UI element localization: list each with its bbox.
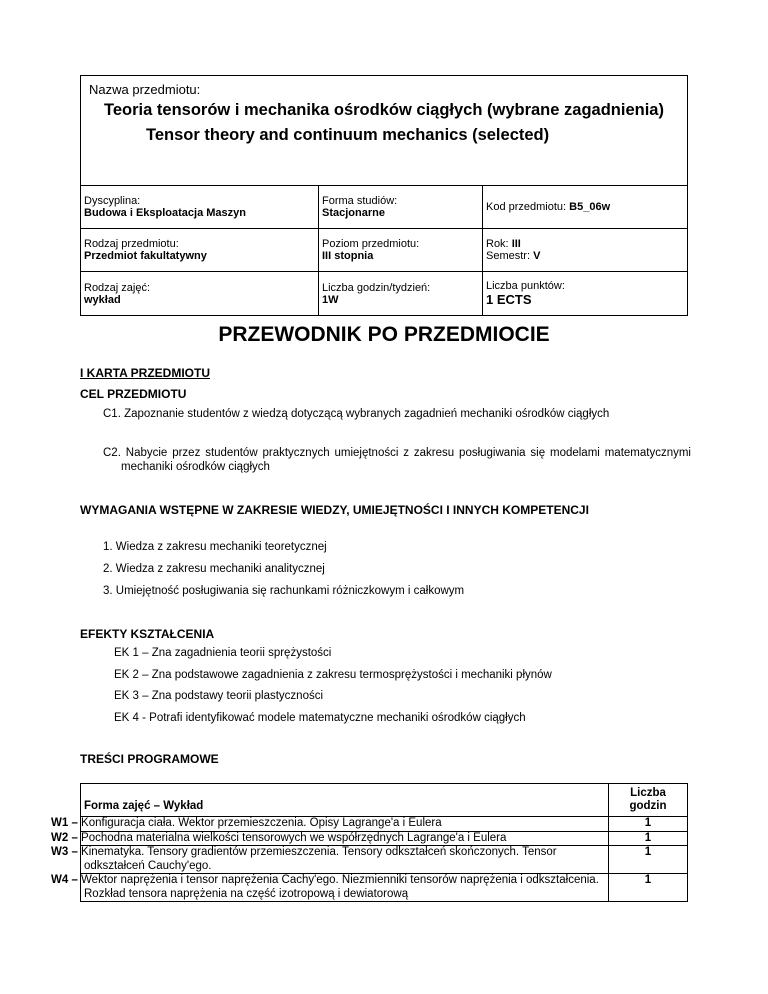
discipline-label: Dyscyplina: — [84, 195, 141, 207]
ects-cell — [483, 272, 688, 316]
row-text: Konfiguracja ciała. Wektor przemieszczenia. Opisy Lagrange'a i Eulera — [77, 817, 442, 829]
ects-value: 1 ECTS — [486, 292, 532, 307]
discipline-value: Budowa i Eksploatacja Maszyn — [84, 207, 246, 219]
ects-label: Liczba punktów: — [486, 280, 565, 292]
row-code: W2 – — [51, 831, 78, 844]
course-name-cell — [81, 76, 688, 186]
karta-heading: I KARTA PRZEDMIOTU — [80, 366, 210, 380]
efekty-item-1: EK 1 – Zna zagadnienia teorii sprężystości — [114, 647, 332, 659]
year-semester-cell — [483, 229, 688, 272]
wymagania-item-3: 3. Umiejętność posługiwania się rachunkami różniczkowym i całkowym — [103, 585, 465, 597]
class-type-value: wykład — [84, 293, 121, 306]
discipline-cell — [81, 186, 319, 229]
row-text: Wektor naprężenia i tensor naprężenia Cachy'ego. Niezmienniki tensorów naprężenia i odkształcenia. Rozkład tensora naprężenia na część izotropową i dewiatorową — [77, 874, 599, 900]
row-text: Pochodna materialna wielkości tensorowych we współrzędnych Lagrange'a i Eulera — [77, 831, 507, 844]
study-form-cell — [319, 186, 483, 229]
wymagania-item-2: 2. Wiedza z zakresu mechaniki analitycznej — [103, 563, 325, 575]
row-hours: 1 — [609, 817, 688, 832]
hours-per-week-cell — [319, 272, 483, 316]
course-code-label: Kod przedmiotu: — [486, 201, 570, 213]
hours-per-week-label: Liczba godzin/tydzień: — [322, 281, 431, 294]
course-type-cell — [81, 229, 319, 272]
hours-per-week-value: 1W — [322, 293, 339, 306]
course-code-cell — [483, 186, 688, 229]
efekty-item-3: EK 3 – Zna podstawy teorii plastyczności — [114, 690, 324, 702]
course-title-pl: Teoria tensorów i mechanika ośrodków ciągłych (wybrane zagadnienia) — [104, 101, 664, 119]
semester-value: V — [533, 250, 541, 262]
row-hours: 1 — [609, 874, 688, 902]
course-type-value: Przedmiot fakultatywny — [84, 250, 207, 262]
main-title: PRZEWODNIK PO PRZEDMIOCIE — [218, 323, 550, 346]
course-level-cell — [319, 229, 483, 272]
program-row — [81, 831, 688, 846]
cel-item-1: C1. Zapoznanie studentów z wiedzą dotyczącą wybranych zagadnień mechaniki ośrodków ciągłych — [103, 408, 610, 420]
program-row — [81, 817, 688, 832]
tresci-heading: TREŚCI PROGRAMOWE — [80, 752, 219, 766]
row-code: W4 – — [51, 874, 78, 886]
class-type-label: Rodzaj zajęć: — [84, 281, 151, 294]
wymagania-item-1: 1. Wiedza z zakresu mechaniki teoretycznej — [103, 541, 327, 553]
course-header-table — [80, 75, 688, 316]
study-form-label: Forma studiów: — [322, 195, 398, 207]
row-code: W1 – — [51, 817, 78, 829]
program-table — [51, 783, 688, 902]
efekty-item-2: EK 2 – Zna podstawowe zagadnienia z zakresu termosprężystości i mechaniki płynów — [114, 669, 552, 681]
wymagania-heading: WYMAGANIA WSTĘPNE W ZAKRESIE WIEDZY, UMIEJĘTNOŚCI I INNYCH KOMPETENCJI — [80, 503, 589, 517]
course-code-value: B5_06w — [569, 201, 611, 213]
course-name-label: Nazwa przedmiotu: — [89, 82, 201, 97]
program-row — [81, 846, 688, 874]
year-label: Rok: — [486, 238, 512, 250]
cel-item-2: C2. Nabycie przez studentów praktycznych umiejętności z zakresu posługiwania się modelami matematycznymi mechaniki ośrodków ciągłych — [103, 447, 691, 473]
row-code: W3 – — [51, 846, 78, 858]
study-form-value: Stacjonarne — [322, 207, 385, 219]
program-row — [81, 874, 688, 902]
efekty-item-4: EK 4 - Potrafi identyfikować modele matematyczne mechaniki ośrodków ciągłych — [114, 712, 526, 724]
course-level-label: Poziom przedmiotu: — [322, 238, 420, 250]
class-type-cell — [81, 272, 319, 316]
row-hours: 1 — [609, 831, 688, 846]
course-type-label: Rodzaj przedmiotu: — [84, 238, 179, 250]
hours-header: Liczba godzin — [609, 784, 688, 817]
row-hours: 1 — [609, 846, 688, 874]
row-text: Kinematyka. Tensory gradientów przemieszczenia. Tensory odkształceń skończonych. Tensor odkształceń Cauchy'ego. — [77, 846, 557, 872]
year-value: III — [511, 238, 521, 250]
semester-label: Semestr: — [486, 250, 534, 262]
cel-heading: CEL PRZEDMIOTU — [80, 387, 187, 401]
course-level-value: III stopnia — [322, 250, 374, 262]
program-table-header: Forma zajęć – Wykład — [81, 784, 609, 817]
efekty-heading: EFEKTY KSZTAŁCENIA — [80, 627, 215, 641]
course-title-en: Tensor theory and continuum mechanics (selected) — [146, 126, 550, 144]
